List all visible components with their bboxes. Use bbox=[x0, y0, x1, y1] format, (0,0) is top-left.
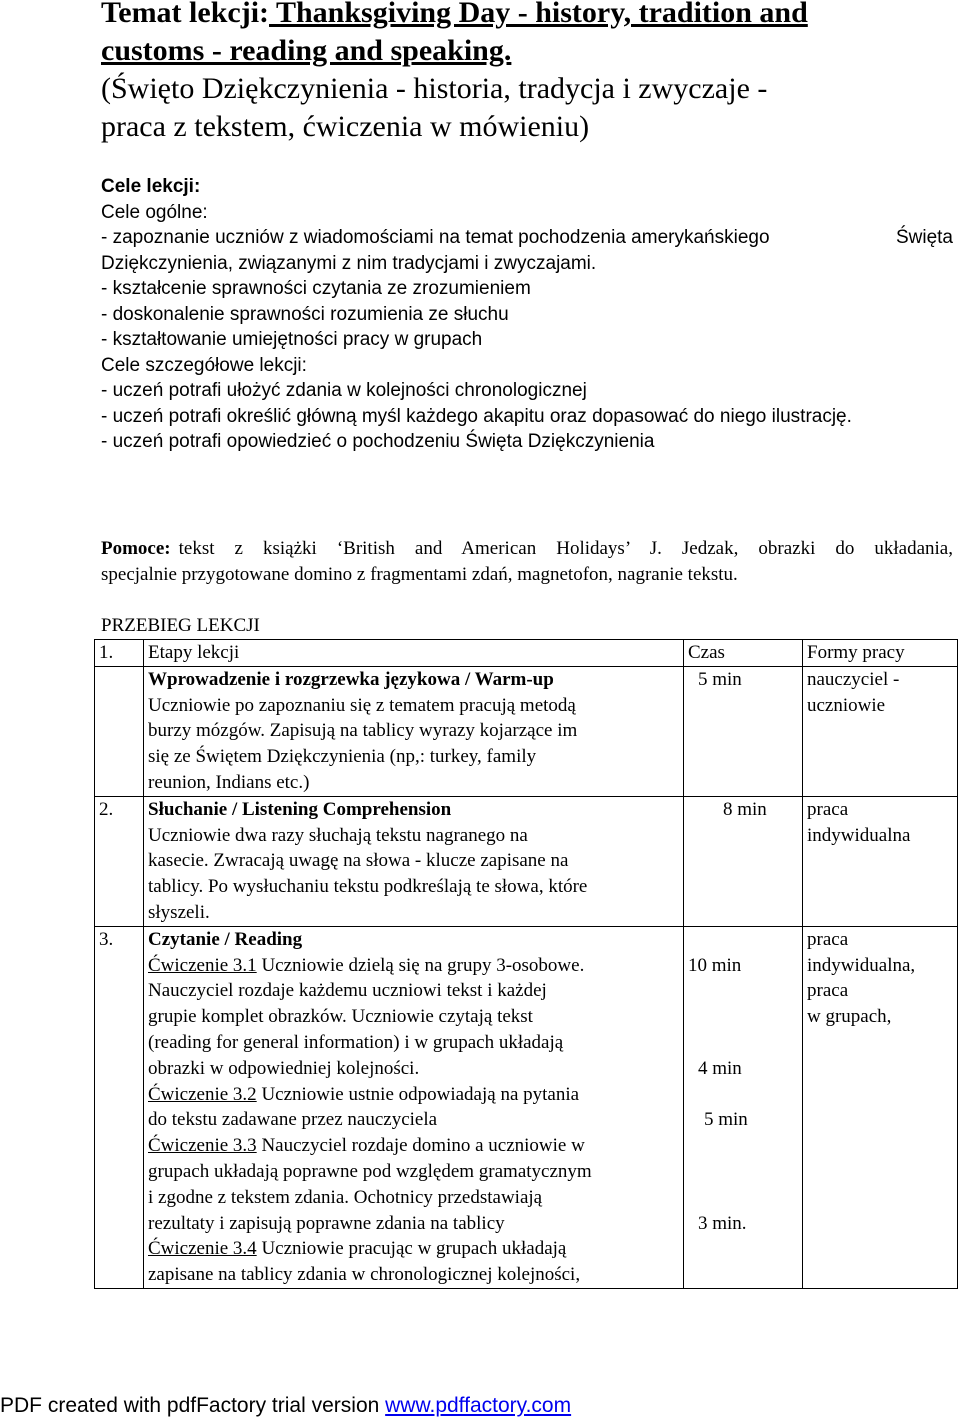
exercise-label: Ćwiczenie 3.4 bbox=[148, 1238, 257, 1260]
header-num: 1. bbox=[95, 640, 144, 667]
stage-forms: praca bbox=[807, 798, 849, 820]
title-polish-line1: (Święto Dziękczynienia - historia, tradycja i zwyczaje - bbox=[101, 72, 768, 105]
stage-num: 3. bbox=[95, 926, 144, 1288]
teaching-aids bbox=[101, 536, 953, 587]
title-prefix: Temat lekcji: bbox=[101, 0, 270, 29]
pdf-footer bbox=[0, 1393, 571, 1419]
general-goal-2: - kształcenie sprawności czytania ze zrozumieniem bbox=[101, 278, 531, 299]
general-goal-1-line1: - zapoznanie uczniów z wiadomościami na temat pochodzenia amerykańskiego Święta bbox=[101, 227, 953, 248]
stage-time: 5 min bbox=[698, 668, 742, 690]
detailed-goal-2: - uczeń potrafi określić główną myśl każdego akapitu oraz dopasować do niego ilustrację. bbox=[101, 405, 852, 427]
exercise-label: Ćwiczenie 3.1 bbox=[148, 954, 257, 976]
plan-heading: PRZEBIEG LEKCJI bbox=[101, 615, 260, 636]
lesson-title bbox=[101, 0, 951, 146]
header-forms: Formy pracy bbox=[803, 640, 958, 667]
lesson-plan-table bbox=[94, 639, 958, 1289]
stage-time: 8 min bbox=[723, 798, 767, 820]
aids-label: Pomoce: bbox=[101, 538, 171, 559]
title-topic-line2: customs - reading and speaking. bbox=[101, 34, 512, 67]
aids-line1: tekst z książki ‘British and American Holidays’ J. Jedzak, obrazki do układania, bbox=[178, 538, 953, 559]
table-header-row bbox=[95, 640, 958, 667]
detailed-goal-1: - uczeń potrafi ułożyć zdania w kolejności chronologicznej bbox=[101, 380, 587, 401]
lesson-goals bbox=[101, 174, 953, 455]
title-topic-line1: Thanksgiving Day - history, tradition and bbox=[269, 0, 808, 29]
stage-time: 4 min bbox=[698, 1057, 742, 1079]
general-goal-4: - kształtowanie umiejętności pracy w grupach bbox=[101, 329, 483, 350]
table-row: 2. Słuchanie / Listening Comprehension Uczniowie dwa razy słuchają tekstu nagranego na kasecie. Zwracają uwagę na słowa - klucze zapisane na tablicy. Po wysłuchaniu tekstu podkreślają te słowa, które słyszeli. 8 min praca indywidualna bbox=[95, 796, 958, 926]
title-polish-line2: praca z tekstem, ćwiczenia w mówieniu) bbox=[101, 110, 590, 143]
stage-time: 5 min bbox=[704, 1109, 748, 1131]
table-row: Wprowadzenie i rozgrzewka językowa / Warm-up Uczniowie po zapoznaniu się z tematem pracują metodą burzy mózgów. Zapisują na tablicy wyrazy kojarzące im się ze Świętem Dziękczynienia (np,: turkey, family reunion, Indians etc.) 5 min nauczyciel - uczniowie bbox=[95, 666, 958, 796]
header-time: Czas bbox=[684, 640, 803, 667]
detailed-goals-heading: Cele szczegółowe lekcji: bbox=[101, 354, 307, 376]
stage-time: 10 min bbox=[688, 954, 742, 976]
stage-forms: nauczyciel - bbox=[807, 668, 900, 690]
general-goals-heading: Cele ogólne: bbox=[101, 201, 208, 223]
exercise-label: Ćwiczenie 3.3 bbox=[148, 1135, 257, 1157]
table-row: 3. Czytanie / Reading Ćwiczenie 3.1 Uczniowie dzielą się na grupy 3-osobowe. Nauczyciel rozdaje każdemu uczniowi tekst i każdej grupie komplet obrazków. Uczniowie czytają tekst (reading for general information) i w grupach układają obrazki w odpowiedniej kolejności. Ćwiczenie 3.2 Uczniowie ustnie odpowiadają na pytania do tekstu zadawane przez nauczyciela Ćwiczenie 3.3 Nauczyciel rozdaje domino a uczniowie w grupach układają poprawne pod względem gramatycznym i zgodne z tekstem zdania. Ochotnicy przedstawiają rezultaty i zapisują poprawne zdania na tablicy Ćwiczenie 3.4 Uczniowie pracując w grupach układają zapisane na tablicy zdania w chronologicznej kolejności, 10 min 4 min 5 min 3 min. praca indywidualna, praca w grupach, bbox=[95, 926, 958, 1288]
general-goal-1-line2: Dziękczynienia, związanymi z nim tradycjami i zwyczajami. bbox=[101, 252, 597, 274]
footer-text: PDF created with pdfFactory trial version bbox=[0, 1394, 386, 1417]
stage-num: 2. bbox=[95, 796, 144, 926]
general-goal-3: - doskonalenie sprawności rozumienia ze słuchu bbox=[101, 303, 509, 325]
pdffactory-link[interactable]: www.pdffactory.com bbox=[385, 1394, 572, 1417]
header-stages: Etapy lekcji bbox=[144, 640, 684, 667]
stage-forms: praca bbox=[807, 928, 849, 950]
stage-title: Słuchanie / Listening Comprehension bbox=[148, 798, 452, 820]
goals-heading: Cele lekcji: bbox=[101, 176, 201, 197]
detailed-goal-3: - uczeń potrafi opowiedzieć o pochodzeniu Święta Dziękczynienia bbox=[101, 431, 655, 452]
aids-line2: specjalnie przygotowane domino z fragmentami zdań, magnetofon, nagranie tekstu. bbox=[101, 563, 738, 585]
stage-time: 3 min. bbox=[698, 1212, 747, 1234]
stage-title: Wprowadzenie i rozgrzewka językowa / Warm-up bbox=[148, 668, 554, 690]
stage-title: Czytanie / Reading bbox=[148, 928, 303, 950]
exercise-label: Ćwiczenie 3.2 bbox=[148, 1083, 257, 1105]
